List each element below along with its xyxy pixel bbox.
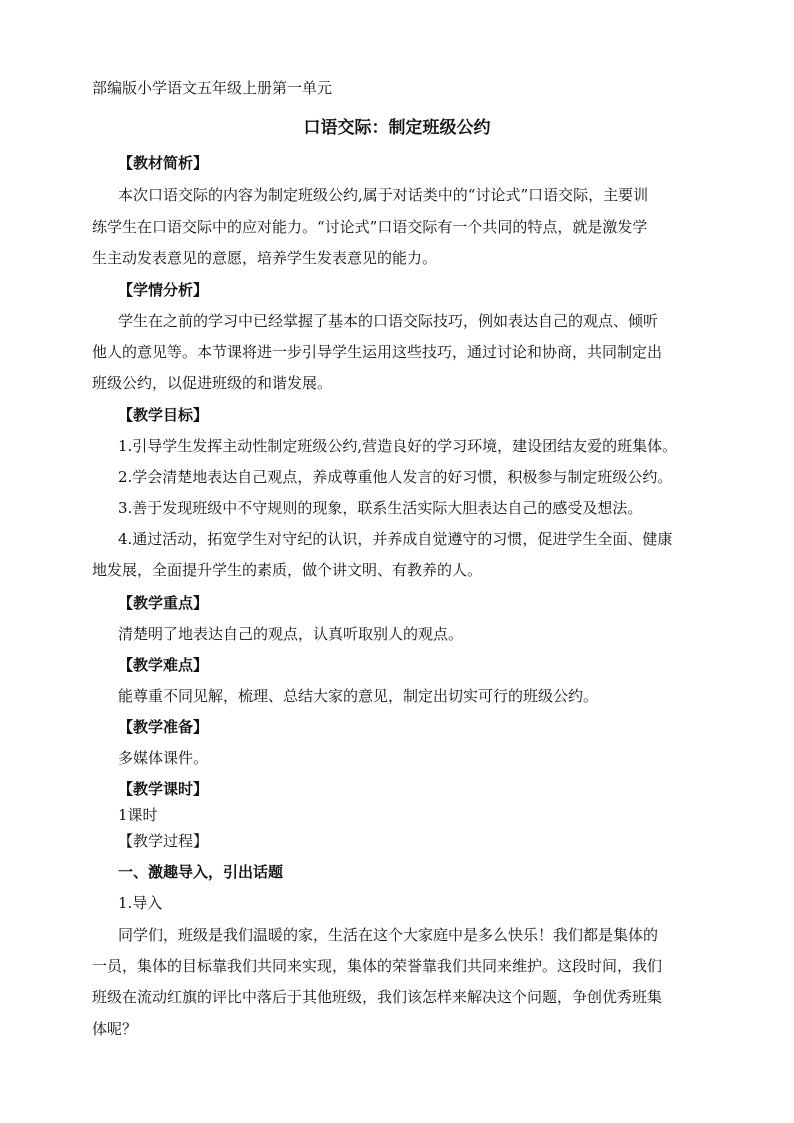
goal-item-continued: 地发展，全面提升学生的素质，做个讲文明、有教养的人。 [92, 561, 483, 579]
heading-learner-analysis: 【学情分析】 [118, 281, 209, 299]
goal-item: 4.通过活动，拓宽学生对守纪的认识，并养成自觉遵守的习惯，促进学生全面、健康 [118, 530, 673, 548]
heading-teaching-goals: 【教学目标】 [118, 406, 209, 424]
paragraph-line: 班级在流动红旗的评比中落后于其他班级，我们该怎样来解决这个问题，争创优秀班集 [92, 988, 663, 1006]
doc-title: 口语交际：制定班级公约 [303, 118, 491, 138]
heading-teaching-focus: 【教学重点】 [118, 594, 209, 612]
heading-teaching-process: 【教学过程】 [118, 832, 209, 850]
heading-teaching-difficulty: 【教学难点】 [118, 656, 209, 674]
paragraph-line: 本次口语交际的内容为制定班级公约,属于对话类中的“讨论式”口语交际，主要训 [118, 186, 649, 204]
heading-teaching-prep: 【教学准备】 [118, 718, 209, 736]
heading-teaching-hours: 【教学课时】 [118, 780, 209, 798]
paragraph-line: 同学们，班级是我们温暖的家，生活在这个大家庭中是多么快乐！我们都是集体的 [118, 926, 659, 944]
process-step-heading: 1.导入 [118, 894, 163, 912]
paragraph-line: 他人的意见等。本节课将进一步引导学生运用这些技巧，通过讨论和协商，共同制定出 [92, 343, 663, 361]
paragraph-line: 学生在之前的学习中已经掌握了基本的口语交际技巧，例如表达自己的观点、倾听 [118, 312, 659, 330]
doc-subtitle: 部编版小学语文五年级上册第一单元 [92, 79, 333, 97]
goal-item: 2.学会清楚地表达自己观点，养成尊重他人发言的好习惯，积极参与制定班级公约。 [118, 468, 673, 486]
paragraph-line: 一员，集体的目标靠我们共同来实现，集体的荣誉靠我们共同来维护。这段时间，我们 [92, 957, 663, 975]
process-part-heading: 一、激趣导入，引出话题 [118, 863, 284, 881]
paragraph-line: 班级公约，以促进班级的和谐发展。 [92, 374, 333, 392]
goal-item: 1.引导学生发挥主动性制定班级公约,营造良好的学习环境，建设团结友爱的班集体。 [118, 437, 678, 455]
hours-text: 1课时 [118, 806, 158, 824]
goal-item: 3.善于发现班级中不守规则的现象，联系生活实际大胆表达自己的感受及想法。 [118, 499, 643, 517]
prep-text: 多媒体课件。 [118, 749, 209, 767]
paragraph-line: 练学生在口语交际中的应对能力。“讨论式”口语交际有一个共同的特点，就是激发学 [92, 218, 648, 236]
heading-textbook-analysis: 【教材简析】 [118, 154, 209, 172]
focus-text: 清楚明了地表达自己的观点，认真听取别人的观点。 [118, 625, 464, 643]
paragraph-line: 体呢？ [92, 1020, 138, 1038]
difficulty-text: 能尊重不同见解，梳理、总结大家的意见，制定出切实可行的班级公约。 [118, 687, 599, 705]
paragraph-line: 生主动发表意见的意愿，培养学生发表意见的能力。 [92, 249, 438, 267]
